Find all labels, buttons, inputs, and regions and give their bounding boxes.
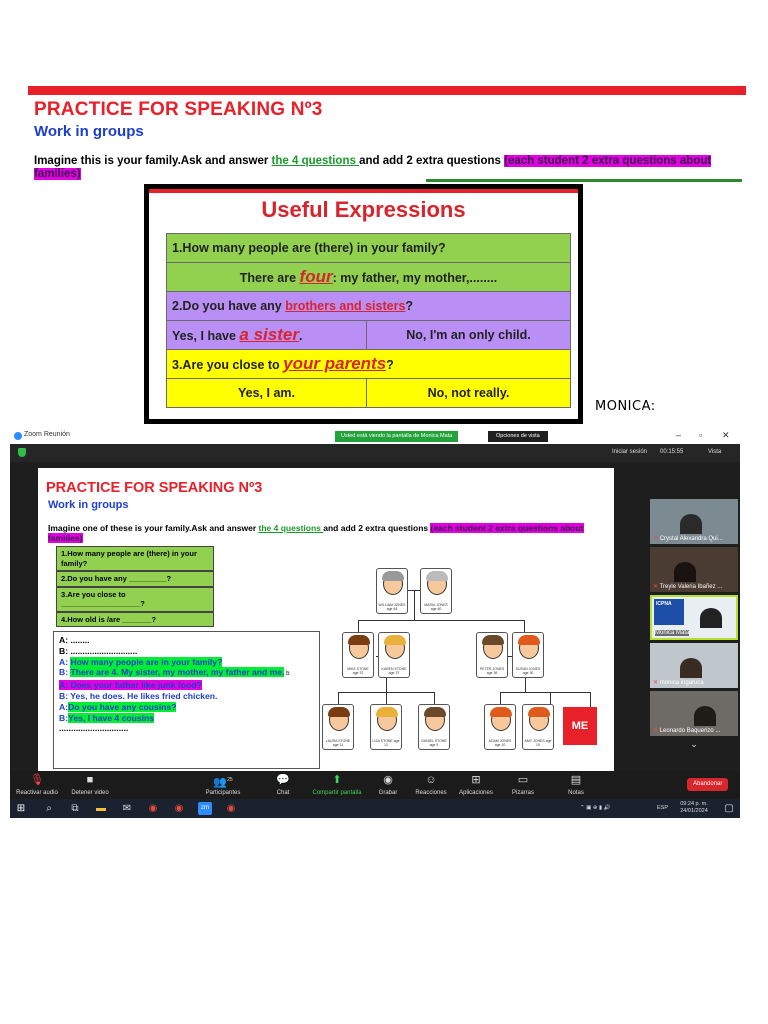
useful-expressions-title: Useful Expressions	[261, 197, 466, 222]
question-2-post: ?	[405, 299, 414, 313]
member-caption: AMY JONES age 10	[524, 739, 552, 747]
view-options-button[interactable]: Opciones de vista	[488, 431, 548, 442]
dialog-line: B: ............................	[59, 645, 138, 656]
zoom-window	[10, 428, 740, 818]
dialog-speaker: B:	[59, 712, 69, 723]
zoom-window-title: Zoom Reunión	[24, 431, 70, 438]
dialog-highlight: Yes, I have 4 cousins	[68, 712, 155, 723]
dialog-line: .............................	[59, 723, 129, 734]
shared-slide	[38, 468, 614, 771]
minimize-icon[interactable]: –	[676, 430, 682, 440]
whiteboard-button[interactable]	[493, 774, 553, 796]
dialog-line	[59, 657, 314, 668]
language-indicator[interactable]: ESP	[657, 805, 669, 811]
useful-expressions-table	[166, 233, 571, 408]
unmute-audio-label: Reactivar audio	[16, 790, 58, 796]
restore-icon[interactable]: ▫	[699, 430, 703, 440]
member-caption: LISA STONE age 12	[372, 739, 400, 747]
notes-button[interactable]	[546, 774, 606, 796]
reactions-label: Reacciones	[415, 790, 447, 796]
clock[interactable]	[674, 801, 714, 815]
question-2-red: brothers and sisters	[285, 299, 406, 313]
apps-icon: ⊞	[471, 774, 481, 786]
notifications-icon[interactable]: ▢	[724, 803, 734, 814]
family-member-card	[322, 704, 354, 750]
slide-question: 3.Are you close to ___________________?	[56, 587, 214, 612]
family-member-card	[522, 704, 554, 750]
chrome-profile-icon[interactable]: ◉	[174, 803, 184, 814]
answer-1-fill: four	[299, 267, 333, 286]
windows-taskbar	[10, 799, 740, 818]
slide-dialog-box	[53, 631, 320, 769]
member-caption: KAREN STONE age 37	[381, 667, 407, 675]
slide-instr-link: the 4 questions	[258, 523, 324, 533]
header-red-bar	[28, 86, 746, 95]
participant-tile-active[interactable]	[650, 595, 738, 640]
dialog-line	[59, 667, 314, 680]
answer-1-pre: There are	[239, 271, 300, 285]
reactions-icon: ☺	[425, 774, 437, 786]
scroll-down-icon[interactable]: ⌄	[690, 739, 698, 749]
family-member-card	[476, 632, 508, 678]
family-member-card	[378, 632, 410, 678]
family-member-card	[376, 568, 408, 614]
dialog-highlight: Do you have any cousins?	[68, 701, 177, 712]
participants-button[interactable]	[193, 774, 253, 796]
instructions-link: the 4 questions	[271, 155, 360, 167]
instructions-highlight: (each student 2 extra questions about families)	[34, 155, 712, 180]
slide-questions-box	[56, 546, 214, 627]
presenter-slide-thumb: ICPNA	[654, 599, 684, 625]
member-caption: PETER JONES age 36	[479, 667, 505, 675]
participant-name	[653, 679, 704, 686]
family-member-card	[420, 568, 452, 614]
page-subtitle: Work in groups	[34, 123, 144, 140]
video-camera-icon: ■	[86, 774, 94, 786]
mail-icon[interactable]: ✉	[122, 803, 132, 814]
muted-mic-icon: ✕	[653, 728, 659, 734]
slide-question: 1.How many people are (there) in your family?	[56, 546, 214, 571]
dialog-line	[59, 702, 314, 713]
share-screen-icon: ⬆	[332, 774, 342, 786]
muted-mic-icon: ✕	[653, 536, 659, 542]
page-title: PRACTICE FOR SPEAKING Nº3	[34, 99, 323, 120]
instructions-text-2: and add 2 extra questions	[359, 155, 505, 167]
record-label: Grabar	[378, 790, 398, 796]
windows-start-icon[interactable]: ⊞	[16, 803, 26, 814]
member-caption: MIKE STONE age 37	[347, 667, 369, 675]
family-member-card	[484, 704, 516, 750]
leave-meeting-button[interactable]: Abandonar	[687, 778, 728, 791]
participant-tile[interactable]	[650, 547, 738, 592]
dialog-speaker: A:	[59, 701, 69, 712]
dialog-speaker: A	[59, 680, 66, 691]
monica-label: MONICA:	[595, 399, 656, 414]
question-2-pre: 2.Do you have any	[172, 299, 286, 313]
slide-title: PRACTICE FOR SPEAKING Nº3	[46, 480, 263, 496]
task-view-icon[interactable]: ⧉	[71, 803, 79, 814]
participant-name	[653, 727, 720, 734]
question-1: 1.How many people are (there) in your family?	[167, 234, 571, 263]
dialog-line: B: Yes, he does. He likes fried chicken.	[59, 690, 218, 701]
participant-tile[interactable]	[650, 691, 738, 736]
member-caption: MARIA JONES age 60	[424, 603, 448, 611]
family-member-card	[342, 632, 374, 678]
family-member-card	[418, 704, 450, 750]
clock-time: 09:24 p. m.	[680, 801, 708, 807]
slide-instr-highlight: (each student 2 extra questions about families)	[48, 523, 584, 543]
mic-muted-icon: 🎙	[30, 774, 44, 786]
search-icon[interactable]: ⌕	[46, 803, 52, 814]
answer-2-pre: Yes, I have	[172, 329, 240, 343]
apps-label: Aplicaciones	[459, 790, 493, 796]
family-tree	[325, 568, 610, 768]
zoom-meeting-bar	[10, 444, 740, 462]
participant-name-text: monica ingaruca	[659, 680, 704, 686]
answer-1	[167, 263, 571, 292]
chrome-icon[interactable]: ◉	[148, 803, 158, 814]
tray-icons[interactable]: ⌃ ▣ ⊕ ▮ 🔊	[580, 805, 611, 811]
question-3-post: ?	[386, 358, 394, 372]
participant-name-text: Crystal Alexandra Qui...	[659, 536, 723, 542]
share-screen-label: Compartir pantalla	[312, 790, 362, 796]
meeting-timer: 00:15:55	[660, 449, 684, 455]
login-link[interactable]: Iniciar sesión	[612, 449, 648, 455]
slide-instr-text: Imagine one of these is your family.Ask and answer	[48, 523, 259, 533]
family-member-card	[370, 704, 402, 750]
member-caption: ADAM JONES age 10	[488, 739, 512, 747]
notes-icon: ▤	[570, 774, 582, 786]
muted-mic-icon: ✕	[653, 680, 659, 686]
member-caption: DANIEL STONE age 9	[421, 739, 447, 747]
participant-name: Monica Mata	[655, 630, 690, 636]
instructions-text: Imagine this is your family.Ask and answer	[34, 155, 272, 167]
zoom-logo-icon	[14, 432, 22, 440]
member-caption: LAURA STONE age 11	[325, 739, 351, 747]
member-caption: WILLIAM JONES age 64	[378, 603, 406, 611]
stop-video-button[interactable]	[60, 774, 120, 796]
participant-name	[653, 535, 723, 542]
record-icon: ◉	[383, 774, 393, 786]
dialog-tail: b	[284, 671, 290, 678]
answer-1-post: : my father, my mother,........	[332, 271, 498, 285]
green-divider	[426, 179, 742, 182]
question-2	[167, 292, 571, 321]
slide-instr-text-2: and add 2 extra questions	[323, 523, 431, 533]
zoom-titlebar	[10, 428, 740, 444]
dialog-speaker: B:	[59, 667, 71, 678]
participants-panel	[650, 499, 738, 750]
zoom-toolbar	[10, 771, 740, 799]
dialog-line	[59, 713, 314, 724]
member-caption: SUSAN JONES age 30	[515, 667, 541, 675]
chat-icon: 💬	[276, 774, 290, 786]
chat-label: Chat	[276, 790, 290, 796]
chat-button[interactable]	[253, 774, 313, 796]
dialog-line: A: ........	[59, 635, 90, 645]
notes-label: Notas	[568, 790, 584, 796]
security-shield-icon[interactable]	[18, 448, 26, 457]
slide-instructions	[48, 523, 608, 543]
view-button[interactable]: Vista	[708, 449, 722, 455]
whiteboard-label: Pizarras	[511, 790, 534, 796]
answer-3-yes: Yes, I am.	[167, 379, 367, 408]
chrome-window-icon[interactable]: ◉	[226, 803, 236, 814]
answer-2-yes	[167, 321, 367, 350]
useful-expressions-card	[144, 184, 583, 424]
answer-3-no: No, not really.	[367, 379, 571, 408]
muted-mic-icon: ✕	[653, 584, 659, 590]
slide-question: 2.Do you have any _________?	[56, 571, 214, 587]
answer-2-post: .	[298, 329, 303, 343]
family-member-card	[512, 632, 544, 678]
whiteboard-icon: ▭	[517, 774, 529, 786]
question-3	[167, 350, 571, 379]
close-icon[interactable]: ✕	[722, 430, 730, 440]
participants-label: Participantes	[205, 790, 241, 796]
zoom-app-icon[interactable]: zm	[198, 802, 212, 815]
participant-name	[653, 583, 722, 590]
participants-icon: 👥$^{25}$	[213, 776, 233, 789]
participant-name-text: Treyle Valeria Ibañez ...	[659, 584, 723, 590]
answer-2-no: No, I'm an only child.	[367, 321, 571, 350]
unmute-audio-button[interactable]	[10, 774, 67, 796]
stop-video-label: Detener video	[71, 790, 109, 796]
dialog-line	[59, 680, 314, 691]
participant-name-text: Leonardo Baquerizo ...	[659, 728, 721, 734]
question-3-pre: 3.Are you close to	[172, 358, 280, 372]
participants-count: 25	[227, 777, 233, 783]
participant-tile[interactable]	[650, 643, 738, 688]
slide-subtitle: Work in groups	[48, 499, 129, 511]
answer-2-fill: a sister	[239, 325, 299, 344]
participant-tile[interactable]	[650, 499, 738, 544]
dialog-highlight: There are 4. My sister, my mother, my father and me.	[70, 667, 285, 678]
file-explorer-icon[interactable]: ▬	[96, 803, 106, 814]
dialog-speaker: A:	[59, 656, 71, 667]
instructions	[34, 155, 724, 181]
viewing-banner: Usted está viendo la pantalla de Monica Mata	[335, 431, 458, 442]
slide-question: 4.How old is /are _______?	[56, 612, 214, 628]
dialog-highlight: How many people are in your family?	[70, 656, 223, 667]
me-box: ME	[563, 707, 597, 745]
question-3-fill: your parents	[283, 354, 387, 373]
dialog-highlight: : Does your father like junk food?	[65, 680, 202, 691]
clock-date: 24/01/2024	[680, 808, 708, 814]
